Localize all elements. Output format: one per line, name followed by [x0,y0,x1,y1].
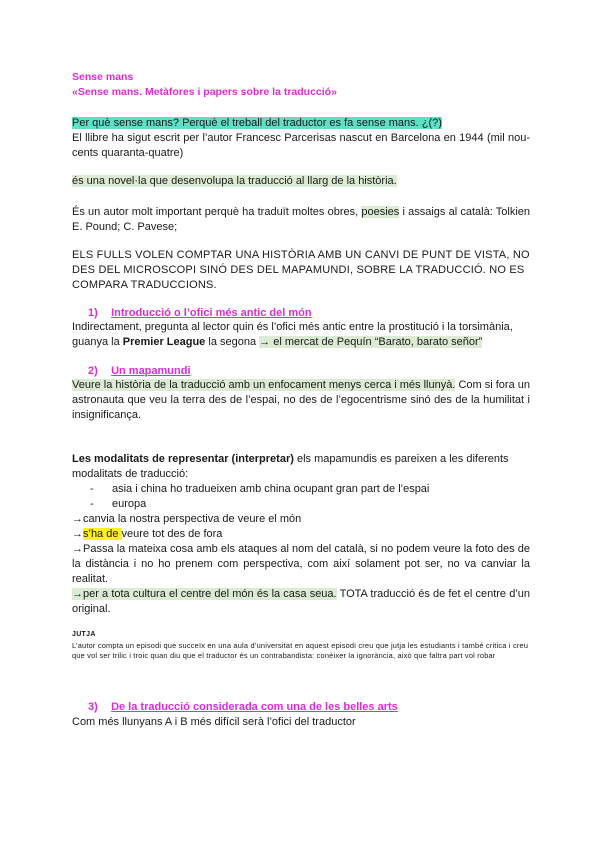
jutja-label: JUTJA [72,631,96,638]
section-3-number: 3) [88,701,98,713]
jutja-block [72,630,530,661]
arrow-2-text: veure tot des de fora [121,528,223,540]
modalitats-text: els mapamundis es pareixen a les diferents modalitats de traducció: [72,453,509,480]
arrow-2-prefix: → [72,528,83,540]
section-2-highlight: Veure la història de la traducció amb un enfocament menys cerca i més llunyà. [72,379,456,391]
intro-question: Per què sense mans? Perquè el treball del traductor es fa sense mans. ¿(?) [72,117,442,129]
section-1-title: Introducció o l’ofici més antic del món [111,307,312,319]
title-line-1: Sense mans [72,71,134,83]
important-paragraph [72,205,530,235]
section-1-text-mid: la segona [205,336,260,348]
section-1-heading [72,306,530,321]
section-2-title: Un mapamundi [111,365,191,377]
arrow-4-highlight: →per a tota cultura el centre del món és la casa seua. [72,588,337,600]
arrow-line-1: →canvia la nostra perspectiva de veure el món [72,513,302,525]
arrow-4-text: TOTA traducció és de fet el centre d’un original. [72,588,530,615]
section-1-number: 1) [88,307,98,319]
list-item: - europa [90,497,530,512]
section-2-heading [72,364,530,379]
modalitats-block [72,452,530,617]
arrow-line-4 [72,587,530,617]
section-2-number: 2) [88,365,98,377]
list-item: - asia i china ho tradueixen amb china ocupant gran part de l’espai [90,482,530,497]
intro-block [72,116,530,161]
section-1-body [72,320,530,350]
novel-line: és una novel·la que desenvolupa la traducció al llarg de la història. [72,175,397,187]
document-title [72,70,530,100]
jutja-text: L’autor compta un episodi que succeïx en una aula d’universitat en aquest episodi creu que jutja les estudiants i també critica i creu que vol ser trilic i troic quan diu que el traductor és un contrabandista: conèixer la ignorància, això que faltra part vol robar [72,641,529,660]
section-3-title: De la traducció considerada com una de les belles arts [111,701,398,713]
section-1-text: Indirectament, pregunta al lector quin és l’ofici més antic entre la prostitució i la torsimània, guanya la [72,321,513,348]
section-1-highlight: → el mercat de Pequín “Barato, barato señor” [259,336,483,348]
title-line-2: «Sense mans. Metàfores i papers sobre la traducció» [72,86,337,98]
important-pre: És un autor molt important perquè ha traduït moltes obres, [72,206,362,218]
important-highlight: poesies [361,206,400,218]
modalitats-bold: Les modalitats de representar (interpretar) [72,453,294,465]
section-3-heading [72,700,530,715]
arrow-line-2 [72,527,530,542]
arrow-2-highlight: s’ha de [83,528,122,540]
premier-league: Premier League [122,336,206,348]
modalitats-list [72,482,530,512]
important-post: i assaigs al català: Tolkien E. Pound; C. Pavese; [72,206,530,233]
section-3-body: Com més llunyans A i B més difícil serà l’ofici del traductor [72,716,356,728]
author-line: El llibre ha sigut escrit per l’autor Francesc Parcerisas nascut en Barcelona en 1944 (mil nou-cents quaranta-quatre) [72,132,530,159]
caps-paragraph: ELS FULLS VOLEN COMPTAR UNA HISTÒRIA AMB UN CANVI DE PUNT DE VISTA, NO DES DEL MICROSCOPI SINÓ DES DEL MAPAMUNDI, SOBRE LA TRADUCCIÓ. NO ES COMPARA TRADUCCIONS. [72,249,530,291]
section-2-body [72,378,530,423]
novel-block [72,174,530,189]
arrow-line-3: →Passa la mateixa cosa amb els ataques al nom del català, si no podem veure la foto des de la distància i no ho prenem com perspectiva, com així solament pot ser, no va canviar la realitat. [72,543,530,585]
section-2-text: Com si fora un astronauta que veu la terra des de l’espai, no des de l’egocentrisme sinó des de la humilitat i insignificança. [72,379,530,421]
